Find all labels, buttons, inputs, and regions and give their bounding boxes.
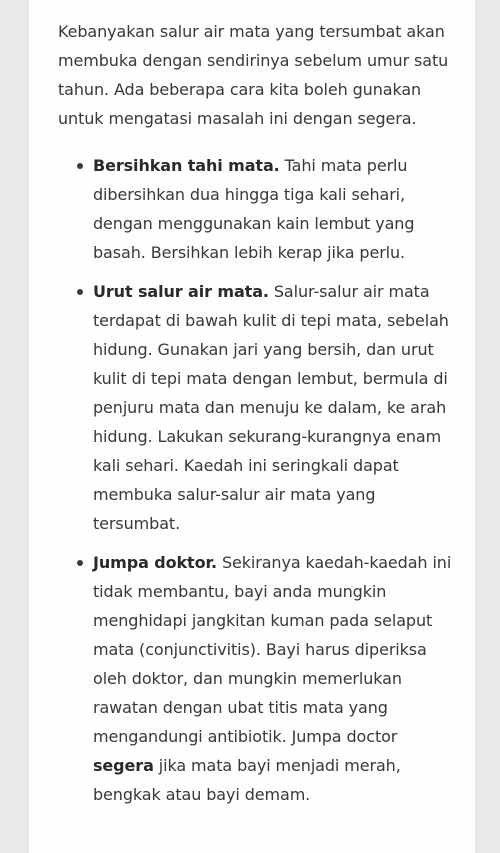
list-item <box>58 548 458 809</box>
article-page <box>29 0 475 853</box>
bullet-icon <box>77 289 83 295</box>
tip-title: Bersihkan tahi mata. <box>93 156 280 175</box>
list-item <box>58 277 458 538</box>
bullet-icon <box>77 163 83 169</box>
tip-text: Sekiranya kaedah-kaedah ini tidak membantu, bayi anda mungkin menghidapi jangkitan kuman pada selaput mata (conjunctivitis). Bayi harus diperiksa oleh doktor, dan mungkin memerlukan rawatan dengan ubat titis mata yang mengandungi antibiotik. Jumpa doctor <box>93 553 452 746</box>
list-item <box>58 151 458 267</box>
tip-text-after: jika mata bayi menjadi merah, bengkak atau bayi demam. <box>93 756 401 804</box>
tips-list <box>58 151 458 809</box>
article-content <box>58 17 458 819</box>
tip-text: Tahi mata perlu dibersihkan dua hingga tiga kali sehari, dengan menggunakan kain lembut yang basah. Bersihkan lebih kerap jika perlu. <box>93 156 415 262</box>
bullet-icon <box>77 560 83 566</box>
tip-title: Urut salur air mata. <box>93 282 269 301</box>
intro-paragraph: Kebanyakan salur air mata yang tersumbat akan membuka dengan sendirinya sebelum umur satu tahun. Ada beberapa cara kita boleh gunakan untuk mengatasi masalah ini dengan segera. <box>58 22 449 128</box>
tip-text: Salur-salur air mata terdapat di bawah kulit di tepi mata, sebelah hidung. Gunakan jari yang bersih, dan urut kulit di tepi mata dengan lembut, bermula di penjuru mata dan menuju ke dalam, ke arah hidung. Lakukan sekurang-kurangnya enam kali sehari. Kaedah ini seringkali dapat membuka salur-salur air mata yang tersumbat. <box>93 282 449 533</box>
tip-title: Jumpa doktor. <box>93 553 217 572</box>
emphasis-text: segera <box>93 756 154 775</box>
